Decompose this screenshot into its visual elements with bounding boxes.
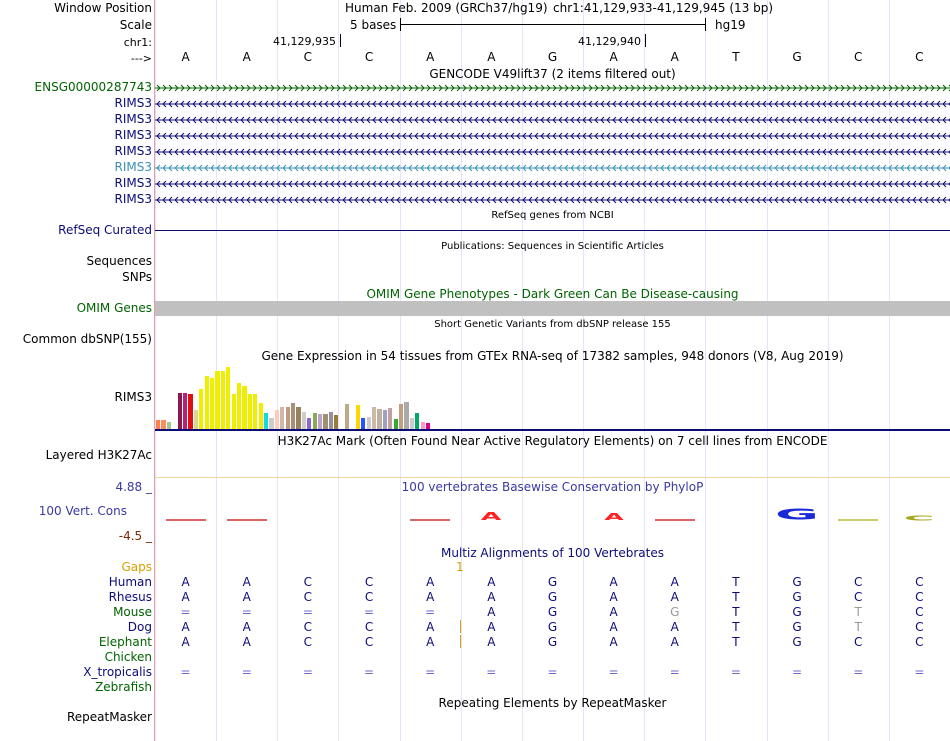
alignment-base: C [364,575,374,589]
scale-bar-right-tick [705,18,706,31]
alignment-base: C [364,620,374,634]
cons-letter: A [481,510,502,523]
scale-text: 5 bases [350,18,397,32]
alignment-base: A [426,635,435,649]
chrom-label: chr1: [123,36,152,49]
gtex-tissue-bar[interactable] [188,394,192,429]
species-label[interactable]: X_tropicalis [83,665,152,679]
gtex-label[interactable]: RIMS3 [114,390,152,404]
gencode-item-label[interactable]: RIMS3 [114,128,152,142]
reference-base: T [732,50,740,64]
reference-base: A [609,50,618,64]
gtex-tissue-bar[interactable] [226,367,230,429]
alignment-base: C [915,590,924,604]
gtex-tissue-bar[interactable] [205,376,209,429]
gtex-tissue-bar[interactable] [367,417,371,429]
reference-base: C [854,50,863,64]
reference-base: A [670,50,679,64]
alignment-base: = [730,665,741,679]
cons-letter: G [775,504,819,524]
alignment-base: C [303,590,313,604]
alignment-base: A [670,575,679,589]
alignment-base: C [915,605,924,619]
multiz-title: Multiz Alignments of 100 Vertebrates [440,546,665,560]
alignment-base: T [732,590,740,604]
gtex-tissue-bar[interactable] [323,414,327,429]
alignment-base: A [670,620,679,634]
alignment-base: G [547,605,558,619]
h3k27-title: H3K27Ac Mark (Often Found Near Active Regulatory Elements) on 7 cell lines from ENCODE [277,434,828,448]
alignment-base: C [303,575,313,589]
alignment-base: G [792,590,802,604]
alignment-base: A [670,590,679,604]
refseq-line[interactable] [155,230,950,231]
cons-letter: C [904,513,935,523]
gtex-tissue-bar[interactable] [269,418,273,429]
gtex-tissue-bar[interactable] [248,394,252,429]
scale-db: hg19 [715,18,746,32]
gtex-tissue-bar[interactable] [291,403,295,429]
alignment-base: A [609,575,618,589]
gtex-tissue-bar[interactable] [178,393,182,429]
gtex-tissue-bar[interactable] [372,407,376,429]
alignment-base: = [425,665,436,679]
gtex-tissue-bar[interactable] [313,413,317,429]
gtex-tissue-bar[interactable] [361,418,365,429]
gap-mark: 1 [456,560,464,574]
gtex-tissue-bar[interactable] [307,418,311,429]
gencode-item-label[interactable]: ENSG00000287743 [34,80,152,94]
alignment-base: C [915,620,924,634]
alignment-base: C [364,590,374,604]
dbsnp-title: Short Genetic Variants from dbSNP release 155 [434,319,671,330]
species-label[interactable]: Zebrafish [95,680,152,694]
alignment-base: = [853,665,864,679]
alignment-base: T [732,620,740,634]
alignment-base: = [914,665,925,679]
alignment-base: G [670,605,680,619]
scale-label: Scale [119,18,152,32]
gencode-item-label[interactable]: RIMS3 [114,176,152,190]
alignment-base: = [669,665,680,679]
alignment-base: A [487,620,496,634]
gtex-tissue-bar[interactable] [296,407,300,429]
alignment-base: T [732,575,740,589]
cons-logo[interactable] [155,496,950,522]
gtex-tissue-bar[interactable] [377,409,381,429]
scale-bar [400,24,706,25]
alignment-base: T [854,620,862,634]
species-label[interactable]: Chicken [104,650,152,664]
species-label[interactable]: Human [108,575,152,589]
species-label[interactable]: Elephant [98,635,152,649]
reference-base: A [242,50,251,64]
reference-base: G [792,50,802,64]
alignment-base: G [547,620,558,634]
gtex-tissue-bar[interactable] [242,386,246,429]
repeatmasker-label[interactable]: RepeatMasker [66,710,152,724]
gtex-tissue-bar[interactable] [318,414,322,429]
gap-insert-mark-dog [460,620,461,633]
alignment-base: = [302,665,313,679]
alignment-base: = [241,605,252,619]
alignment-base: = [547,665,558,679]
gtex-tissue-bar[interactable] [161,420,165,429]
alignment-base: A [181,590,190,604]
cons-smear [166,519,206,521]
alignment-base: = [180,665,191,679]
gtex-tissue-bar[interactable] [275,410,279,429]
h3k27-label[interactable]: Layered H3K27Ac [45,448,152,462]
gtex-chart[interactable] [155,364,950,429]
reference-base: C [915,50,924,64]
gtex-tissue-bar[interactable] [410,418,414,429]
alignment-base: G [547,575,558,589]
gtex-tissue-bar[interactable] [383,410,387,429]
alignment-base: A [487,575,496,589]
alignment-base: C [854,590,863,604]
gtex-tissue-bar[interactable] [394,419,398,429]
alignment-base: A [242,575,251,589]
snps-label[interactable]: SNPs [122,270,152,284]
alignment-base: = [608,665,619,679]
gencode-item-label[interactable]: RIMS3 [114,144,152,158]
gencode-transcript-line[interactable] [155,99,950,109]
alignment-base: A [670,635,679,649]
cons-letter: A [603,511,624,523]
alignment-base: A [242,620,251,634]
alignment-base: = [363,605,375,619]
alignment-base: = [241,665,252,679]
reference-base: A [426,50,435,64]
alignment-base: G [792,605,802,619]
gtex-tissue-bar[interactable] [194,410,198,429]
reference-base: C [364,50,374,64]
alignment-base: A [609,620,618,634]
gtex-tissue-bar[interactable] [280,407,284,429]
gtex-tissue-bar[interactable] [199,389,203,429]
alignment-base: G [792,620,802,634]
gencode-item-label[interactable]: RIMS3 [114,192,152,206]
alignment-base: A [242,635,251,649]
alignment-base: A [609,635,618,649]
refseq-title: RefSeq genes from NCBI [491,210,614,221]
reference-base: C [303,50,313,64]
alignment-base: A [242,590,251,604]
alignment-base: G [547,635,558,649]
strand-label: ---> [130,52,152,65]
alignment-base: A [426,620,435,634]
gtex-tissue-bar[interactable] [215,371,219,429]
omim-bar[interactable] [155,301,950,316]
alignment-base: C [303,620,313,634]
cons-smear [227,519,267,521]
gtex-tissue-bar[interactable] [286,407,290,429]
alignment-base: = [302,605,313,619]
alignment-base: = [486,665,497,679]
window-position-label: Window Position [54,1,152,15]
gtex-tissue-bar[interactable] [156,420,160,429]
alignment-base: C [364,635,374,649]
cons-smear [410,519,450,521]
gencode-title: GENCODE V49lift37 (2 items filtered out) [429,67,676,81]
gtex-tissue-bar[interactable] [334,415,338,429]
gtex-tissue-bar[interactable] [264,413,268,429]
alignment-base: G [792,635,802,649]
omim-label[interactable]: OMIM Genes [76,301,152,315]
gtex-tissue-bar[interactable] [399,404,403,429]
alignment-base: C [303,635,313,649]
gencode-transcript-line[interactable] [155,163,950,173]
species-label[interactable]: Dog [127,620,152,634]
alignment-base: A [181,635,190,649]
gtex-tissue-bar[interactable] [404,402,408,429]
cons-title: 100 vertebrates Basewise Conservation by PhyloP [401,480,704,494]
h3k27-baseline [155,477,950,478]
gtex-tissue-bar[interactable] [356,405,360,429]
alignment-base: = [363,665,375,679]
gtex-tissue-bar[interactable] [388,408,392,429]
gtex-tissue-bar[interactable] [210,378,214,429]
gencode-item-label[interactable]: RIMS3 [114,112,152,126]
alignment-base: C [854,635,863,649]
alignment-base: = [792,665,803,679]
gtex-baseline [155,429,950,431]
coord1-tick [340,34,341,47]
alignment-base: A [487,605,496,619]
gencode-item-label[interactable]: RIMS3 [114,96,152,110]
scale-bar-left-tick [400,18,401,31]
dbsnp-label[interactable]: Common dbSNP(155) [22,332,152,346]
alignment-base: A [609,590,618,604]
cons-smear [655,519,695,521]
alignment-base: C [915,635,924,649]
species-label[interactable]: Mouse [113,605,152,619]
position-text: chr1:41,129,933-41,129,945 (13 bp) [553,1,774,15]
repeat-title: Repeating Elements by RepeatMasker [438,696,667,710]
gtex-tissue-bar[interactable] [183,393,187,429]
gencode-transcript-line[interactable] [155,115,950,125]
gtex-tissue-bar[interactable] [167,422,171,429]
gtex-tissue-bar[interactable] [259,403,263,429]
alignment-base: G [547,590,558,604]
alignment-base: T [732,605,740,619]
gtex-tissue-bar[interactable] [232,394,236,429]
gtex-tissue-bar[interactable] [253,394,257,429]
reference-base: G [547,50,558,64]
cons-min-label: -4.5 _ [118,529,152,543]
gencode-transcript-line[interactable] [155,179,950,189]
alignment-base: = [180,605,191,619]
gap-insert-mark-elephant [460,635,461,648]
reference-base: A [487,50,496,64]
alignment-base: A [426,590,435,604]
gtex-tissue-bar[interactable] [415,413,419,429]
publications-title: Publications: Sequences in Scientific Articles [441,241,664,252]
alignment-base: C [915,575,924,589]
coord2: 41,129,940 [578,35,641,48]
cons-max-label: 4.88 _ [115,480,152,494]
alignment-base: = [425,605,436,619]
gencode-transcript-line[interactable] [155,131,950,141]
alignment-base: A [487,590,496,604]
alignment-base: A [487,635,496,649]
gtex-tissue-bar[interactable] [421,422,425,429]
coord1: 41,129,935 [273,35,336,48]
gaps-label[interactable]: Gaps [121,560,152,574]
alignment-base: A [426,575,435,589]
gtex-tissue-bar[interactable] [329,412,333,429]
alignment-base: T [854,605,862,619]
browser-image[interactable] [155,0,950,741]
gencode-transcript-line[interactable] [155,83,950,93]
reference-base: A [181,50,190,64]
alignment-base: G [792,575,802,589]
alignment-base: A [181,575,190,589]
gtex-tissue-bar[interactable] [221,371,225,429]
species-label[interactable]: Rhesus [108,590,152,604]
assembly-title: Human Feb. 2009 (GRCh37/hg19) [345,1,548,15]
alignment-base: C [854,575,863,589]
gtex-tissue-bar[interactable] [345,404,349,429]
gtex-tissue-bar[interactable] [302,412,306,429]
track-label-column [0,0,154,741]
alignment-base: T [732,635,740,649]
gtex-tissue-bar[interactable] [237,383,241,429]
alignment-base: A [181,620,190,634]
gtex-title: Gene Expression in 54 tissues from GTEx RNA-seq of 17382 samples, 948 donors (V8, Aug 2019) [261,349,844,363]
coord2-tick [645,34,646,47]
gencode-transcript-line[interactable] [155,195,950,205]
cons-label[interactable]: 100 Vert. Cons [38,504,127,518]
gencode-transcript-line[interactable] [155,147,950,157]
gencode-item-label[interactable]: RIMS3 [114,160,152,174]
alignment-base: A [609,605,618,619]
refseq-label[interactable]: RefSeq Curated [58,223,152,237]
sequences-label[interactable]: Sequences [86,254,152,268]
omim-title: OMIM Gene Phenotypes - Dark Green Can Be Disease-causing [366,287,739,301]
